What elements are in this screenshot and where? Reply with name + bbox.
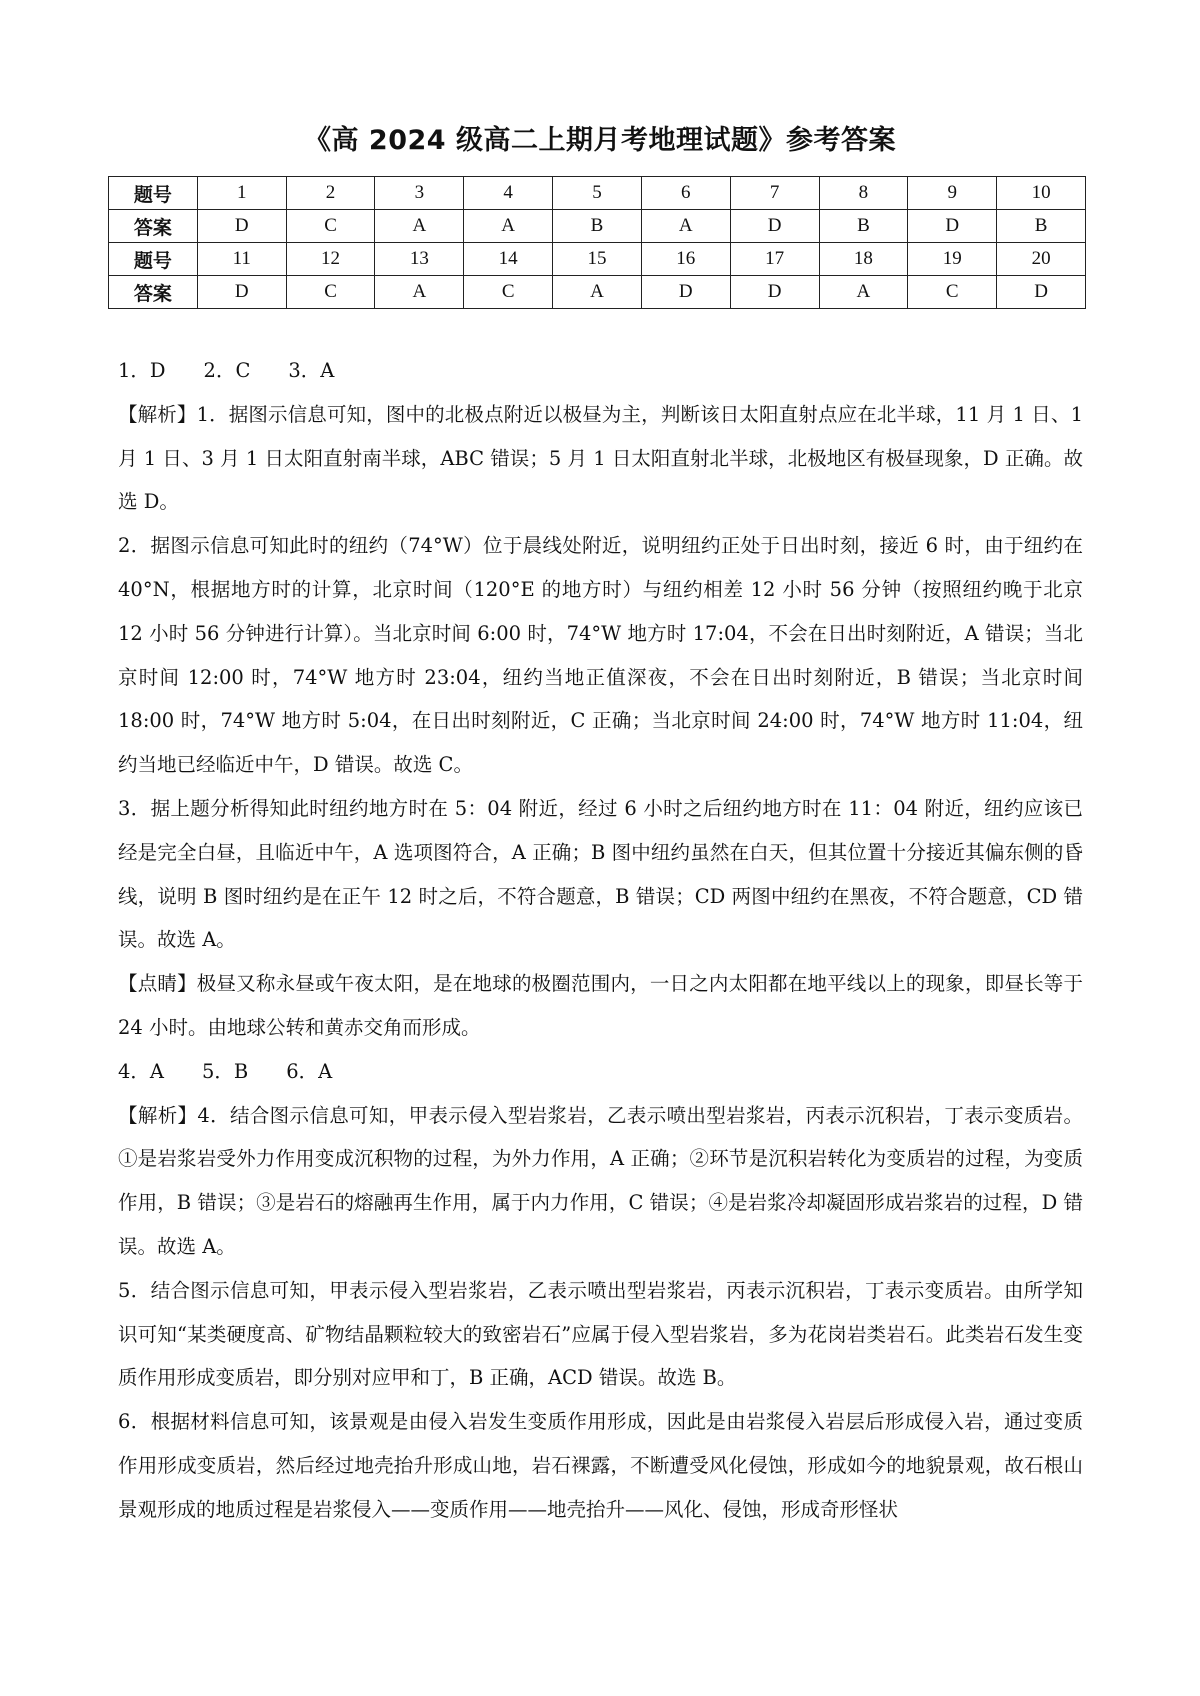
answer-summary-1-3 (118, 349, 1083, 393)
explanation-q6: 6．根据材料信息可知，该景观是由侵入岩发生变质作用形成，因此是由岩浆侵入岩层后形成侵入岩，通过变质作用形成变质岩，然后经过地壳抬升形成山地，岩石裸露，不断遭受风化侵蚀，形成如今的地貌景观，故石根山景观形成的地质过程是岩浆侵入——变质作用——地壳抬升——风化、侵蚀，形成奇形怪状 (118, 1410, 1083, 1521)
explanation-q5: 5．结合图示信息可知，甲表示侵入型岩浆岩，乙表示喷出型岩浆岩，丙表示沉积岩，丁表示变质岩。由所学知识可知“某类硬度高、矿物结晶颗粒较大的致密岩石”应属于侵入型岩浆岩，多为花岗岩类岩石。此类岩石发生变质作用形成变质岩，即分别对应甲和丁，B 正确，ACD 错误。故选 B。 (118, 1278, 1083, 1390)
answer-cell: A (375, 276, 464, 309)
answer-cell: A (553, 276, 642, 309)
answer-cell: A (464, 210, 553, 243)
question-number-cell: 19 (908, 243, 997, 276)
answer-cell: D (730, 276, 819, 309)
question-number-cell: 8 (819, 177, 908, 210)
answer-summary-item: 3．A (288, 359, 335, 382)
question-number-cell: 9 (908, 177, 997, 210)
explanation-q3: 3．据上题分析得知此时纽约地方时在 5：04 附近，经过 6 小时之后纽约地方时在 11：04 附近，纽约应该已经是完全白昼，且临近中午，A 选项图符合，A 正确；B 图中纽约虽然在白天，但其位置十分接近其偏东侧的昏线，说明 B 图时纽约是在正午 12 时之后，不符合题意，B 错误；CD 两图中纽约在黑夜，不符合题意，CD 错误。故选 A。 (118, 796, 1083, 952)
explanation-q2: 2．据图示信息可知此时的纽约（74°W）位于晨线处附近，说明纽约正处于日出时刻，接近 6 时，由于纽约在 40°N，根据地方时的计算，北京时间（120°E 的地方时）与纽约相差 12 小时 56 分钟（按照纽约晚于北京 12 小时 56 分钟进行计算）。当北京时间 6:00 时，74°W 地方时 17:04，不会在日出时刻附近，A 错误；当北京时间 12:00 时，74°W 地方时 23:04，纽约当地正值深夜，不会在日出时刻附近，B 错误；当北京时间 18:00 时，74°W 地方时 5:04，在日出时刻附近，C 正确；当北京时间 24:00 时，74°W 地方时 11:04，纽约当地已经临近中午，D 错误。故选 C。 (118, 534, 1083, 777)
table-row (109, 210, 1086, 243)
row-label-number: 题号 (109, 243, 198, 276)
tip-tag: 【点睛】 (118, 972, 197, 996)
row-label-answer: 答案 (109, 210, 198, 243)
question-number-cell: 6 (641, 177, 730, 210)
table-row (109, 276, 1086, 309)
question-number-cell: 5 (553, 177, 642, 210)
answer-cell: B (553, 210, 642, 243)
answer-cell: D (908, 210, 997, 243)
answer-cell: B (819, 210, 908, 243)
explanation-text: 4．结合图示信息可知，甲表示侵入型岩浆岩，乙表示喷出型岩浆岩，丙表示沉积岩，丁表示变质岩。①是岩浆岩受外力作用变成沉积物的过程，为外力作用，A 正确；②环节是沉积岩转化为变质岩的过程，为变质作用，B 错误；③是岩石的熔融再生作用，属于内力作用，C 错误；④是岩浆冷却凝固形成岩浆岩的过程，D 错误。故选 A。 (118, 1103, 1083, 1258)
answer-cell: A (375, 210, 464, 243)
question-number-cell: 11 (197, 243, 286, 276)
table-row (109, 177, 1086, 210)
answer-cell: B (997, 210, 1086, 243)
answer-summary-4-6 (118, 1050, 1083, 1094)
question-number-cell: 3 (375, 177, 464, 210)
question-number-cell: 1 (197, 177, 286, 210)
answer-cell: C (286, 276, 375, 309)
row-label-number: 题号 (109, 177, 198, 210)
answer-cell: D (730, 210, 819, 243)
answer-summary-item: 5．B (202, 1059, 249, 1083)
question-number-cell: 2 (286, 177, 375, 210)
question-number-cell: 4 (464, 177, 553, 210)
question-number-cell: 15 (553, 243, 642, 276)
explanation-q4 (118, 1094, 1083, 1269)
question-number-cell: 17 (730, 243, 819, 276)
answer-summary-item: 4．A (118, 1059, 164, 1083)
analysis-tag: 【解析】 (118, 402, 197, 426)
answer-summary-item: 2．C (203, 359, 251, 382)
answer-cell: D (641, 276, 730, 309)
question-number-cell: 12 (286, 243, 375, 276)
answer-cell: C (908, 276, 997, 309)
answer-table (108, 176, 1086, 309)
question-number-cell: 18 (819, 243, 908, 276)
question-number-cell: 10 (997, 177, 1086, 210)
question-number-cell: 7 (730, 177, 819, 210)
table-row (109, 243, 1086, 276)
answer-summary-item: 1．D (118, 359, 166, 382)
explanation-q1 (118, 393, 1083, 524)
question-number-cell: 13 (375, 243, 464, 276)
tip-paragraph (118, 962, 1083, 1050)
answer-summary-item: 6．A (286, 1059, 333, 1083)
answer-explanations (118, 349, 1083, 1532)
explanation-text: 1．据图示信息可知，图中的北极点附近以极昼为主，判断该日太阳直射点应在北半球，11 月 1 日、1 月 1 日、3 月 1 日太阳直射南半球，ABC 错误；5 月 1 日太阳直射北半球，北极地区有极昼现象，D 正确。故选 D。 (118, 402, 1083, 514)
answer-cell: A (819, 276, 908, 309)
answer-cell: D (197, 276, 286, 309)
question-number-cell: 16 (641, 243, 730, 276)
answer-cell: C (286, 210, 375, 243)
answer-cell: D (197, 210, 286, 243)
question-number-cell: 20 (997, 243, 1086, 276)
tip-text: 极昼又称永昼或午夜太阳，是在地球的极圈范围内，一日之内太阳都在地平线以上的现象，即昼长等于 24 小时。由地球公转和黄赤交角而形成。 (118, 972, 1083, 1039)
page-title: 《高 2024 级高二上期月考地理试题》参考答案 (304, 125, 896, 156)
answer-cell: A (641, 210, 730, 243)
analysis-tag: 【解析】 (118, 1103, 198, 1127)
answer-cell: C (464, 276, 553, 309)
row-label-answer: 答案 (109, 276, 198, 309)
question-number-cell: 14 (464, 243, 553, 276)
answer-cell: D (997, 276, 1086, 309)
